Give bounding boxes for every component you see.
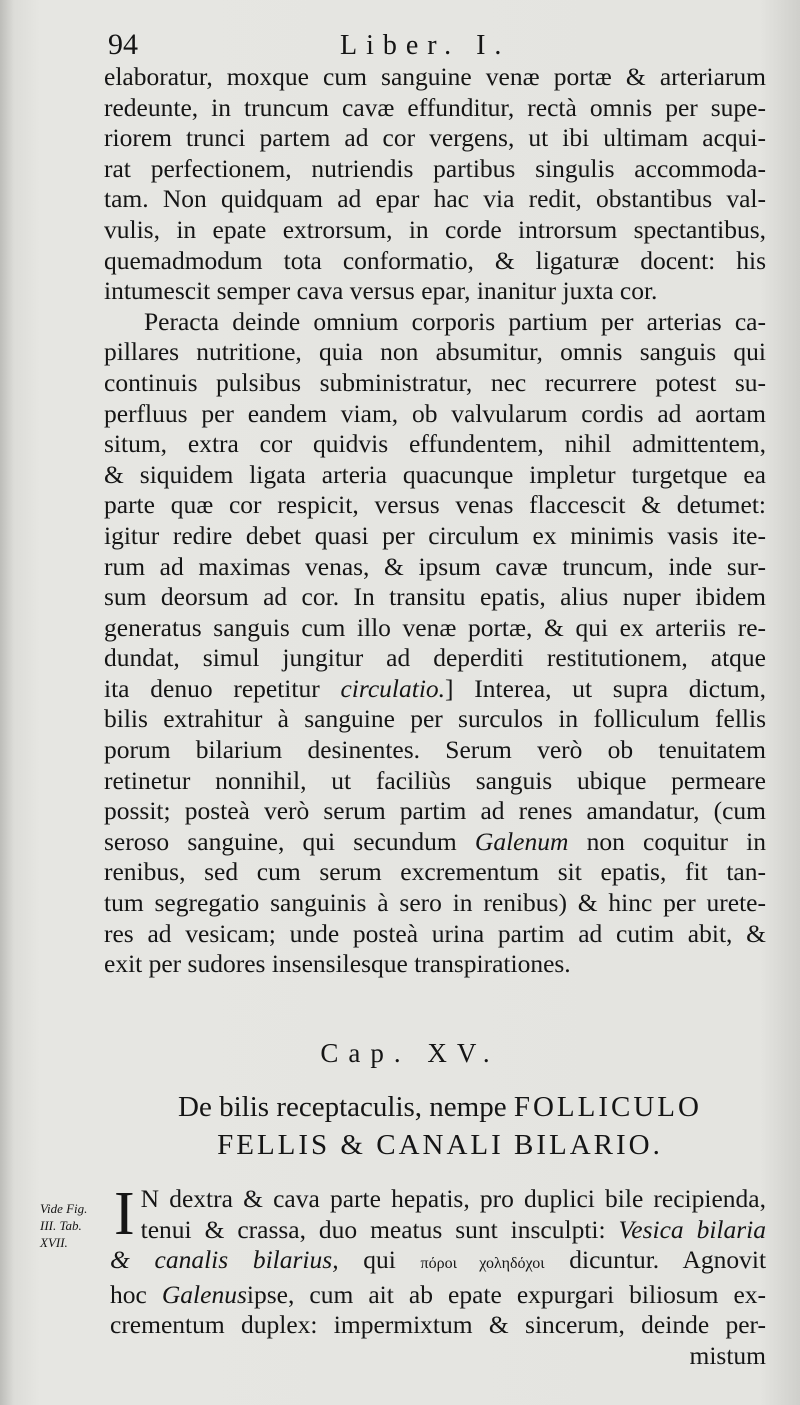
greek-term: πόροι χοληδόχοι [420,1255,545,1273]
text-fragment: qui [363,1245,396,1275]
italic-term: Vesica bilaria [618,1214,766,1244]
chapter-heading: Cap. XV. [320,1038,500,1068]
text-fragment: non coquitur in [586,826,766,856]
text-fragment: ipse, cum ait ab epate expurgari biliosum ex- [246,1279,766,1309]
running-title: Liber. I. [340,30,511,61]
catchword: mistum [689,1340,766,1370]
margin-note [40,1200,102,1251]
text-fragment: hoc [110,1279,147,1309]
text-fragment: tenui & crassa, duo meatus sunt insculpti: [140,1214,606,1244]
text-line: elaboratur, moxque cum sanguine venæ portæ & arteriarum [104,62,766,91]
text-line: intumescit semper cava versus epar, inanitur juxta cor. [104,276,658,306]
text-line: parte quæ cor respicit, versus venas flaccescit & detumet: [104,490,766,520]
text-line: sum deorsum ad cor. In transitu epatis, alius nuper ibidem [104,582,766,612]
text-line: igitur redire debet quasi per circulum ex minimis vasis ite- [104,520,766,550]
text-line: redeunte, in truncum cavæ effunditur, rectà omnis per supe- [104,92,766,122]
text-line: & siquidem ligata arteria quacunque impletur turgetque ea [104,459,766,489]
chapter-title-plain: De bilis receptaculis, nempe [178,1091,507,1123]
text-line: situm, extra cor quidvis effundentem, nihil admittentem, [104,429,766,459]
text-line: tum segregatio sanguinis à sero in renibus) & hinc per urete- [104,888,766,918]
text-fragment: seroso sanguine, qui secundum [104,826,457,856]
section-text [110,1180,766,1372]
text-line: perfluus per eandem viam, ob valvularum cordis ad aortam [104,398,766,428]
italic-name: Galenus [161,1279,247,1309]
text-line: renibus, sed cum serum excrementum sit epatis, fit tan- [104,857,766,887]
margin-note-line: XVII. [40,1235,68,1250]
page-number: 94 [108,28,138,61]
italic-term: & canalis bilarius, [110,1245,339,1275]
text-line: porum bilarium desinentes. Serum verò ob tenuitatem [104,735,766,765]
text-fragment: ] Interea, ut supra dictum, [445,673,766,703]
margin-note-line: III. Tab. [40,1218,82,1233]
text-line [110,1245,766,1280]
text-line: N dextra & cava parte hepatis, pro duplici bile recipienda, [140,1184,766,1213]
text-line: rum ad maximas venas, & ipsum cavæ truncum, inde sur- [104,551,766,581]
text-line: bilis extrahitur à sanguine per surculos in folliculum fellis [104,704,766,734]
text-line: res ad vesicam; unde posteà urina partim ad cutim abit, & [104,918,766,948]
text-line: tam. Non quidquam ad epar hac via redit, obstantibus val- [104,184,766,214]
text-line: retinetur nonnihil, ut faciliùs sanguis ubique permeare [104,765,766,795]
drop-cap: I [114,1180,135,1248]
margin-note-line: Vide Fig. [40,1201,88,1216]
text-line: vulis, in epate extrorsum, in corde introrsum spectantibus, [104,214,766,244]
paragraph-1 [104,62,766,307]
text-line: riorem trunci partem ad cor vergens, ut ibi ultimam acqui- [104,123,766,153]
text-line [141,1215,766,1246]
text-fragment: dicuntur. Agnovit [569,1245,766,1275]
text-fragment: ita denuo repetitur [104,673,320,703]
text-line: exit per sudores insensilesque transpirationes. [104,949,571,979]
chapter-title [110,1088,770,1164]
text-line: Peracta deinde omnium corporis partium per arterias ca- [144,306,766,336]
italic-term: circulatio. [340,673,446,703]
main-text [104,62,766,980]
text-line: generatus sanguis cum illo venæ portæ, & qui ex arteriis re- [104,612,766,642]
text-line: pillares nutritione, quia non absumitur, omnis sanguis qui [104,337,766,367]
text-line [104,827,766,858]
text-line: dundat, simul jungitur ad deperditi restitutionem, atque [104,643,766,673]
chapter-title-caps: FOLLICULO [513,1091,702,1123]
text-line [104,674,766,705]
text-line: rat perfectionem, nutriendis partibus singulis accommoda- [104,153,766,183]
italic-name: Galenum [474,826,569,856]
text-line [110,1280,766,1311]
text-line: continuis pulsibus subministratur, nec recurrere potest su- [104,367,766,397]
text-line: possit; posteà verò serum partim ad renes amandatur, (cum [104,796,766,826]
paragraph-2 [104,307,766,980]
text-line: crementum duplex: impermixtum & sincerum, deinde per- [110,1310,766,1340]
text-line: quemadmodum tota conformatio, & ligaturæ docent: his [104,245,766,275]
chapter-title-caps: FELLIS & CANALI BILARIO. [217,1129,663,1161]
